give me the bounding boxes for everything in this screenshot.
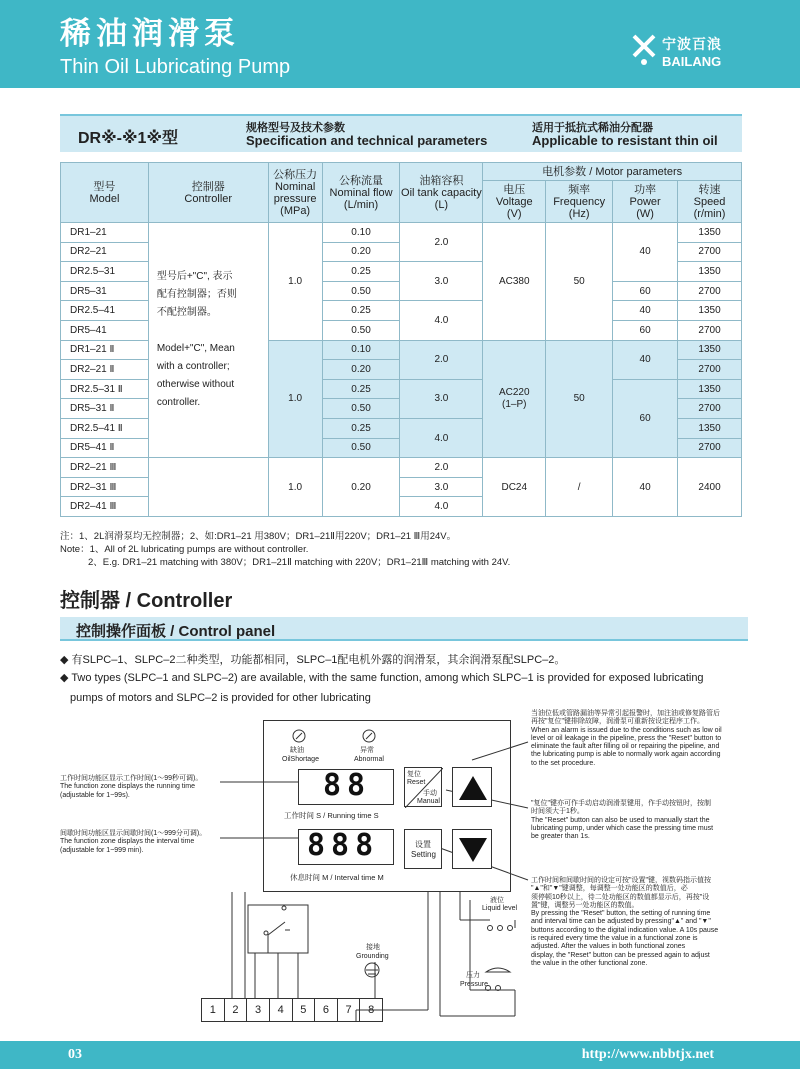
freq-cell: 50 [546,340,613,458]
reset-manual-button[interactable] [404,767,442,807]
annot-setting: 工作时间和间歇时间的设定可按"设置"键，视数码指示值按 "▲"和"▼"键调整，每调整一处功能区的数值后，必 须停顿10秒以上，待二处功能区的数值都显示后，再按"设 置"键，调整另一处功能区的数值。 By pressing the "Reset" button, the setting of running time and interval time can be adjusted by pressing"▲" and "▼" buttons according to the digital indication value. A 10s pause is required every time the value in a functional zone is adjusted. After the values in both functional zones display, the "Reset" button can be pressed again to adjust the value in the other functional zone. [531,877,719,967]
page-number: 03 [68,1047,82,1062]
flow-cell: 0.20 [322,360,400,380]
terminal: 5 [293,999,316,1021]
model-cell: DR2–21 [61,242,149,262]
model-title: DR※-※1※型 [78,130,179,147]
power-cell: 60 [613,379,678,457]
model-cell: DR5–31 Ⅱ [61,399,149,419]
table-row [61,223,742,243]
bailang-logo [630,30,740,74]
annot-interval: 间歇时间功能区显示间歇时间(1～999分可调)。 The function zone displays the interval time (adjustable for 1~999 min). [60,830,207,854]
title-cn: 稀油润滑泵 [60,16,240,51]
note-line: 注：1、2L润滑泵均无控制器；2、如:DR1–21 用380V；DR1–21Ⅱ用220V；DR1–21 Ⅲ用24V。 [60,531,457,542]
th-pressure: 公称压力 Nominal pressure (MPa) [268,163,322,223]
flow-cell: 0.25 [322,301,400,321]
tank-cell: 2.0 [400,223,483,262]
model-cell: DR5–41 Ⅱ [61,438,149,458]
model-cell: DR2.5–31 Ⅱ [61,379,149,399]
speed-cell: 1350 [678,418,742,438]
terminal: 7 [338,999,361,1021]
setting-cn: 设置 [415,840,431,849]
page-footer [0,1041,800,1069]
power-cell: 40 [613,223,678,282]
liquid-level-en: Liquid level [482,905,518,912]
flow-cell: 0.50 [322,438,400,458]
table-row [61,458,742,478]
table-notes [60,530,510,569]
freq-cell: / [546,458,613,517]
speed-cell: 2400 [678,458,742,517]
th-speed: 转速 Speed (r/min) [678,181,742,223]
th-tank: 油箱容积 Oil tank capacity (L) [400,163,483,223]
manual-en: Manual [417,798,440,805]
setting-button[interactable] [404,829,442,869]
model-cell: DR2–41 Ⅲ [61,497,149,517]
speed-cell: 2700 [678,281,742,301]
terminal: 8 [368,1004,375,1016]
terminal: 2 [225,999,248,1021]
reset-en: Reset [407,779,426,786]
note-line: Note：1、All of 2L lubricating pumps are without controller. [60,544,309,555]
speed-cell: 2700 [678,320,742,340]
model-cell: DR1–21 Ⅱ [61,340,149,360]
terminal: 3 [247,999,270,1021]
voltage-cell: AC380 [483,223,546,341]
up-button[interactable] [452,767,492,807]
spec-band [60,114,742,152]
th-power: 功率 Power (W) [613,181,678,223]
control-panel [263,720,511,892]
tank-cell: 2.0 [400,340,483,379]
th-motor: 电机参数 / Motor parameters [483,163,742,181]
bullet-2-cont: pumps of motors and SLPC–2 is provided for other lubricating [70,692,371,704]
bullet-1: ◆ 有SLPC–1、SLPC–2二种类型，功能都相同，SLPC–1配电机外露的润滑泵，其余润滑泵配SLPC–2。 [60,654,566,666]
model-cell: DR2.5–41 Ⅱ [61,418,149,438]
th-controller: 控制器 Controller [148,163,268,223]
flow-cell: 0.10 [322,223,400,243]
website-url: http://www.nbbtjx.net [581,1047,714,1062]
power-cell: 40 [613,458,678,517]
triangle-down-icon [453,830,493,870]
speed-cell: 2700 [678,242,742,262]
interval-time-label: 休息时间 M / Interval time M [290,873,384,882]
interval-digits: 888 [307,828,380,863]
pressure-cell: 1.0 [268,458,322,517]
controller-note: 型号后+"C", 表示 配有控制器；否则 不配控制器。 Model+"C", Mean with a controller; otherwise without controller. [148,223,268,458]
power-cell: 60 [613,281,678,301]
voltage-cell: DC24 [483,458,546,517]
speed-cell: 1350 [678,223,742,243]
tank-cell: 2.0 [400,458,483,478]
speed-cell: 2700 [678,360,742,380]
model-cell: DR2–21 Ⅲ [61,458,149,478]
logo-cn: 宁波百浪 [662,36,722,52]
power-cell: 40 [613,301,678,321]
terminal-block [201,998,383,1022]
abnormal-cn: 异常 [360,747,374,754]
section-title: 控制器 / Controller [60,590,233,612]
annot-manual: "复位"键亦可作手动启动润滑泵键用，作手动按钮时，按制 时间须大于1秒。 The "Reset" button can also be used to manually start the lubricating pump, under which case the pressing time must be greater than 1s. [531,800,714,841]
app-cn: 适用于抵抗式稀油分配器 [532,122,653,134]
grounding-en: Grounding [356,953,389,960]
oil-shortage-cn: 缺油 [290,747,304,754]
flow-cell: 0.25 [322,379,400,399]
speed-cell: 1350 [678,301,742,321]
down-button[interactable] [452,829,492,869]
pressure-cell: 1.0 [268,223,322,341]
model-cell: DR2–31 Ⅲ [61,477,149,497]
title-en: Thin Oil Lubricating Pump [60,56,291,78]
flow-cell: 0.50 [322,399,400,419]
power-cell: 40 [613,340,678,379]
tank-cell: 3.0 [400,477,483,497]
spec-table [60,162,742,517]
model-cell: DR1–21 [61,223,149,243]
page-header [0,0,800,88]
th-freq: 频率 Frequency (Hz) [546,181,613,223]
model-cell: DR2.5–31 [61,262,149,282]
app-en: Applicable to resistant thin oil [532,133,718,148]
running-digits: 88 [323,768,372,803]
terminal: 4 [270,999,293,1021]
logo-en: BAILANG [662,54,722,69]
tank-cell: 3.0 [400,379,483,418]
bullet-2: ◆ Two types (SLPC–1 and SLPC–2) are available, with the same function, among which SLPC–1 is provided for exposed lubricating [60,672,704,684]
abnormal-icon [362,729,376,743]
speed-cell: 2700 [678,399,742,419]
oil-shortage-icon [292,729,306,743]
th-flow: 公称流量 Nominal flow (L/min) [322,163,400,223]
speed-cell: 1350 [678,379,742,399]
annot-running: 工作时间功能区显示工作时间(1～99秒可调)。 The function zone displays the running time (adjustable for 1~99s). [60,775,203,799]
running-time-label: 工作时间 S / Running time S [284,811,379,820]
subsection-band [60,617,748,641]
bailang-logo-icon [630,32,658,66]
flow-cell: 0.50 [322,320,400,340]
speed-cell: 1350 [678,340,742,360]
flow-cell: 0.50 [322,281,400,301]
model-cell: DR2–21 Ⅱ [61,360,149,380]
flow-cell: 0.25 [322,418,400,438]
triangle-up-icon [453,768,493,808]
tank-cell: 3.0 [400,262,483,301]
pressure-en: Pressure [460,981,489,988]
note-line: 2、E.g. DR1–21 matching with 380V；DR1–21Ⅱ matching with 220V；DR1–21Ⅲ matching with 24V. [88,557,511,568]
th-model: 型号 Model [61,163,149,223]
grounding-cn: 接地 [366,944,380,951]
controller-empty [148,458,268,517]
tank-cell: 4.0 [400,301,483,340]
liquid-level-cn: 液位 [490,897,504,904]
freq-cell: 50 [546,223,613,341]
terminal: 1 [202,999,225,1021]
spec-en: Specification and technical parameters [246,133,488,148]
pressure-cn: 压力 [466,972,480,979]
spec-cn: 规格型号及技术参数 [246,122,345,134]
abnormal-en: Abnormal [354,756,384,763]
annot-reset: 当油位低或管路漏油等异常引起报警时，加注油或修复路管后 再按"复位"键排除故障，润滑泵可重新按设定程序工作。 When an alarm is issued due to the conditions such as low oil level or oil leakage in the pipeline, press the "Reset" button to eliminate the fault after filling oil or repairing the pipeline, and the lubricating pump is able to normally work again according to the set procedure. [531,710,722,767]
terminal: 6 [315,999,338,1021]
manual-cn: 手动 [423,790,437,797]
power-cell: 60 [613,320,678,340]
oil-shortage-en: OilShortage [282,756,319,763]
pressure-cell: 1.0 [268,340,322,458]
speed-cell: 1350 [678,262,742,282]
setting-en: Setting [411,850,436,859]
subsection-title: 控制操作面板 / Control panel [76,623,276,640]
running-time-display [298,769,394,805]
model-cell: DR5–41 [61,320,149,340]
flow-cell: 0.10 [322,340,400,360]
flow-cell: 0.20 [322,458,400,517]
flow-cell: 0.20 [322,242,400,262]
interval-time-display [298,829,394,865]
flow-cell: 0.25 [322,262,400,282]
speed-cell: 2700 [678,438,742,458]
model-cell: DR5–31 [61,281,149,301]
reset-cn: 复位 [407,771,421,778]
voltage-cell: AC220 (1–P) [483,340,546,458]
th-voltage: 电压 Voltage (V) [483,181,546,223]
model-cell: DR2.5–41 [61,301,149,321]
tank-cell: 4.0 [400,497,483,517]
tank-cell: 4.0 [400,418,483,457]
